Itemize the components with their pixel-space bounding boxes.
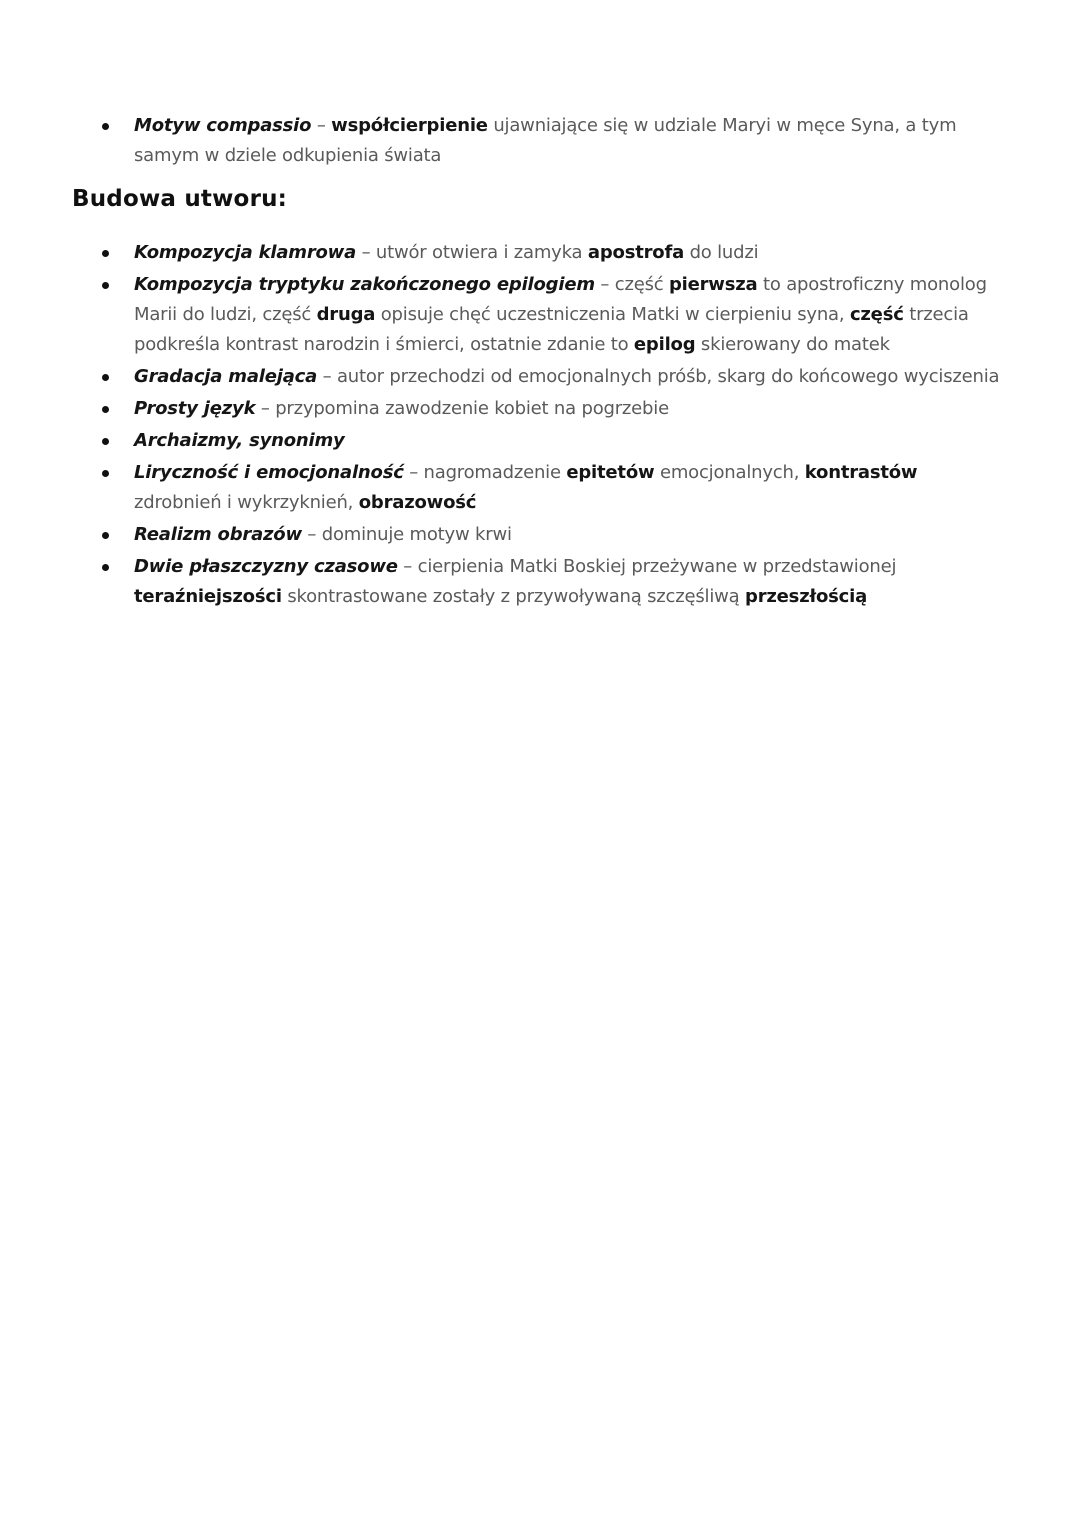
item-term: Archaizmy, synonimy <box>134 430 345 451</box>
list-item <box>100 426 1010 456</box>
item-description: ujawniające się w udziale Maryi w męce Syna, a tym samym w dziele odkupienia świata <box>134 115 957 166</box>
item-term: Liryczność i emocjonalność <box>134 462 404 483</box>
list-item: Realizm obrazów – dominuje motyw krwi <box>100 520 1010 550</box>
item-keyword: druga <box>316 304 376 325</box>
item-keyword: apostrofa <box>587 242 685 263</box>
list-item: Kompozycja tryptyku zakończonego epilogiem – część pierwsza to apostroficzny monolog Marii do ludzi, część druga opisuje chęć uczestniczenia Matki w cierpieniu syna, część trzecia podkreśla kontrast narodzin i śmierci, ostatnie zdanie to epilog skierowany do matek <box>100 270 1010 360</box>
item-term: Realizm obrazów <box>134 524 302 545</box>
list-item: Liryczność i emocjonalność – nagromadzenie epitetów emocjonalnych, kontrastów zdrobnień i wykrzyknień, obrazowość <box>100 458 1010 518</box>
list-item: Motyw compassio – współcierpienie ujawniające się w udziale Maryi w męce Syna, a tym samym w dziele odkupienia świata <box>100 111 1010 171</box>
item-term: Dwie płaszczyzny czasowe <box>134 556 398 577</box>
item-term: Prosty język <box>134 398 256 419</box>
list-item: Prosty język – przypomina zawodzenie kobiet na pogrzebie <box>100 394 1010 424</box>
item-keyword: przeszłością <box>745 586 868 607</box>
item-keyword: część <box>849 304 904 325</box>
list-item: Kompozycja klamrowa – utwór otwiera i zamyka apostrofa do ludzi <box>100 238 1010 268</box>
item-keyword: pierwsza <box>668 274 758 295</box>
item-term: Kompozycja tryptyku zakończonego epilogiem <box>134 274 595 295</box>
item-keyword: obrazowość <box>358 492 477 513</box>
section-heading: Budowa utworu: <box>72 186 288 212</box>
budowa-list <box>100 238 1010 614</box>
item-keyword: współcierpienie <box>331 115 488 136</box>
item-keyword: epilog <box>633 334 696 355</box>
item-keyword: kontrastów <box>804 462 918 483</box>
list-item: Gradacja malejąca – autor przechodzi od emocjonalnych próśb, skarg do końcowego wyciszenia <box>100 362 1010 392</box>
intro-list <box>100 111 1010 173</box>
item-term: Kompozycja klamrowa <box>134 242 357 263</box>
list-item: Dwie płaszczyzny czasowe – cierpienia Matki Boskiej przeżywane w przedstawionej teraźniejszości skontrastowane zostały z przywoływaną szczęśliwą przeszłością <box>100 552 1010 612</box>
item-term: Motyw compassio <box>134 115 312 136</box>
item-term: Gradacja malejąca <box>134 366 318 387</box>
item-keyword: epitetów <box>566 462 655 483</box>
item-keyword: teraźniejszości <box>134 586 282 607</box>
